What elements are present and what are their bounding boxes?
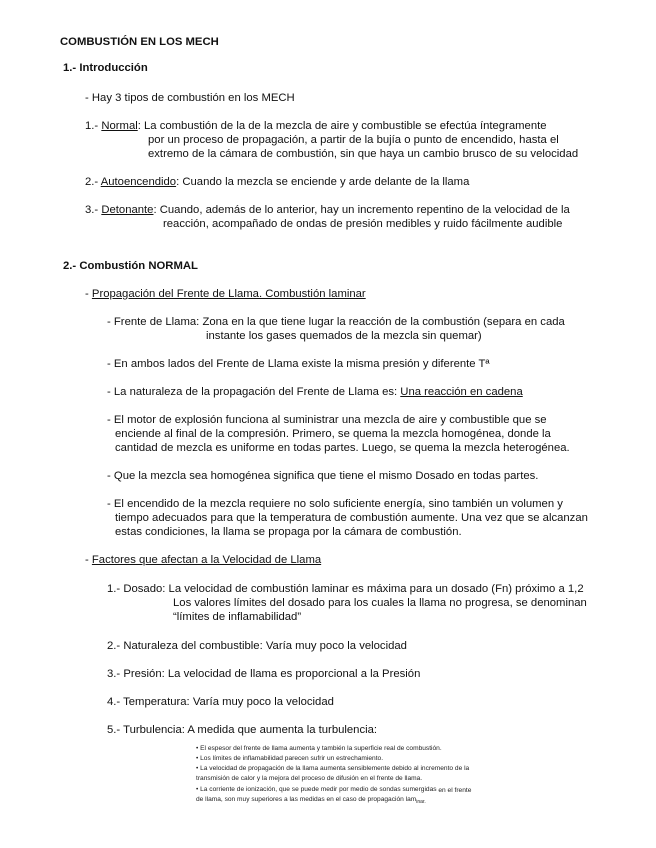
bullet-motor: - El motor de explosión funciona al suministrar una mezcla de aire y combustible que se — [107, 414, 547, 426]
subsection-propagacion — [85, 288, 366, 301]
bullet-motor-cont: cantidad de mezcla es uniforme en todas partes. Luego, se quema la mezcla heterogénea. — [115, 442, 570, 454]
type-autoencendido — [85, 176, 469, 189]
section-1-heading: 1.- Introducción — [63, 62, 148, 74]
bullet-naturaleza — [107, 386, 523, 399]
note-espesor: • El espesor del frente de llama aumenta y también la superficie real de combustión. — [196, 745, 442, 752]
type-normal-cont: por un proceso de propagación, a partir de la bujía o punto de encendido, hasta el — [148, 134, 559, 146]
factor-turbulencia: 5.- Turbulencia: A medida que aumenta la turbulencia: — [107, 724, 378, 736]
factor-temperatura: 4.- Temperatura: Varía muy poco la velocidad — [107, 696, 334, 708]
type-detonante — [85, 204, 570, 217]
bullet-encendido-cont: estas condiciones, la llama se propaga por la cámara de combustión. — [115, 526, 462, 538]
dash: - — [85, 288, 92, 300]
note-velocidad: • La velocidad de propagación de la llama aumenta sensiblemente debido al incremento de la — [196, 765, 470, 772]
reaccion-cadena: Una reacción en cadena — [400, 386, 523, 398]
type-detonante-cont: reacción, acompañado de ondas de presión medibles y ruido fácilmente audible — [163, 218, 563, 230]
type-number: 1.- — [85, 120, 102, 132]
type-text: : La combustión de la de la mezcla de aire y combustible se efectúa íntegramente — [137, 120, 547, 132]
type-normal — [85, 120, 547, 133]
bullet-frente-llama-cont: instante los gases quemados de la mezcla sin quemar) — [206, 330, 482, 342]
factor-dosado: 1.- Dosado: La velocidad de combustión laminar es máxima para un dosado (Fn) próximo a 1,2 — [107, 583, 584, 595]
subsection-title: Factores que afectan a la Velocidad de Llama — [91, 554, 322, 566]
section-2-heading: 2.- Combustión NORMAL — [63, 260, 198, 272]
factor-dosado-cont: Los valores límites del dosado para los cuales la llama no progresa, se denominan — [173, 597, 587, 609]
subsection-title: Propagación del Frente de Llama. Combustión laminar — [91, 288, 366, 300]
note-subscript: inar. — [416, 799, 426, 805]
bullet-homogenea: - Que la mezcla sea homogénea significa que tiene el mismo Dosado en todas partes. — [107, 470, 539, 482]
note-text: en el frente — [436, 787, 472, 794]
dash: - — [85, 554, 92, 566]
note-text: de llama, son muy superiores a las medidas en el caso de propagación lam — [196, 796, 417, 803]
intro-line: - Hay 3 tipos de combustión en los MECH — [85, 92, 295, 104]
factor-presion: 3.- Presión: La velocidad de llama es proporcional a la Presión — [107, 668, 421, 680]
type-text: : Cuando, además de lo anterior, hay un incremento repentino de la velocidad de la — [153, 204, 570, 216]
factor-dosado-cont: “límites de inflamabilidad” — [173, 611, 302, 623]
factor-naturaleza: 2.- Naturaleza del combustible: Varía muy poco la velocidad — [107, 640, 407, 652]
type-name: Detonante — [101, 204, 154, 216]
type-name: Autoencendido — [100, 176, 177, 188]
type-number: 2.- — [85, 176, 101, 188]
bullet-encendido: - El encendido de la mezcla requiere no solo suficiente energía, sino también un volumen y — [107, 498, 563, 510]
type-normal-cont: extremo de la cámara de combustión, sin que haya un cambio brusco de su velocidad — [148, 148, 579, 160]
type-number: 3.- — [85, 204, 102, 216]
note-text: • La corriente de ionización, que se puede medir por medio de sondas sumergidas — [196, 786, 437, 793]
page-title: COMBUSTIÓN EN LOS MECH — [60, 36, 219, 48]
bullet-motor-cont: enciende al final de la compresión. Primero, se quema la mezcla homogénea, donde la — [115, 428, 551, 440]
bullet-frente-llama: - Frente de Llama: Zona en la que tiene lugar la reacción de la combustión (separa en cada — [107, 316, 565, 328]
bullet-text: - La naturaleza de la propagación del Frente de Llama es: — [107, 386, 401, 398]
type-name: Normal — [101, 120, 138, 132]
note-limites: • Los límites de inflamabilidad parecen sufrir un estrechamiento. — [196, 755, 384, 762]
note-ionizacion — [196, 785, 471, 794]
type-text: : Cuando la mezcla se enciende y arde delante de la llama — [176, 176, 470, 188]
bullet-encendido-cont: tiempo adecuados para que la temperatura de combustión aumente. Una vez que se alcanzan — [115, 512, 588, 524]
note-velocidad-cont: transmisión de calor y la mejora del proceso de difusión en el frente de llama. — [196, 775, 423, 782]
subsection-factores — [85, 554, 321, 567]
note-ionizacion-cont — [196, 795, 426, 805]
bullet-presion: - En ambos lados del Frente de Llama existe la misma presión y diferente Tª — [107, 358, 490, 370]
